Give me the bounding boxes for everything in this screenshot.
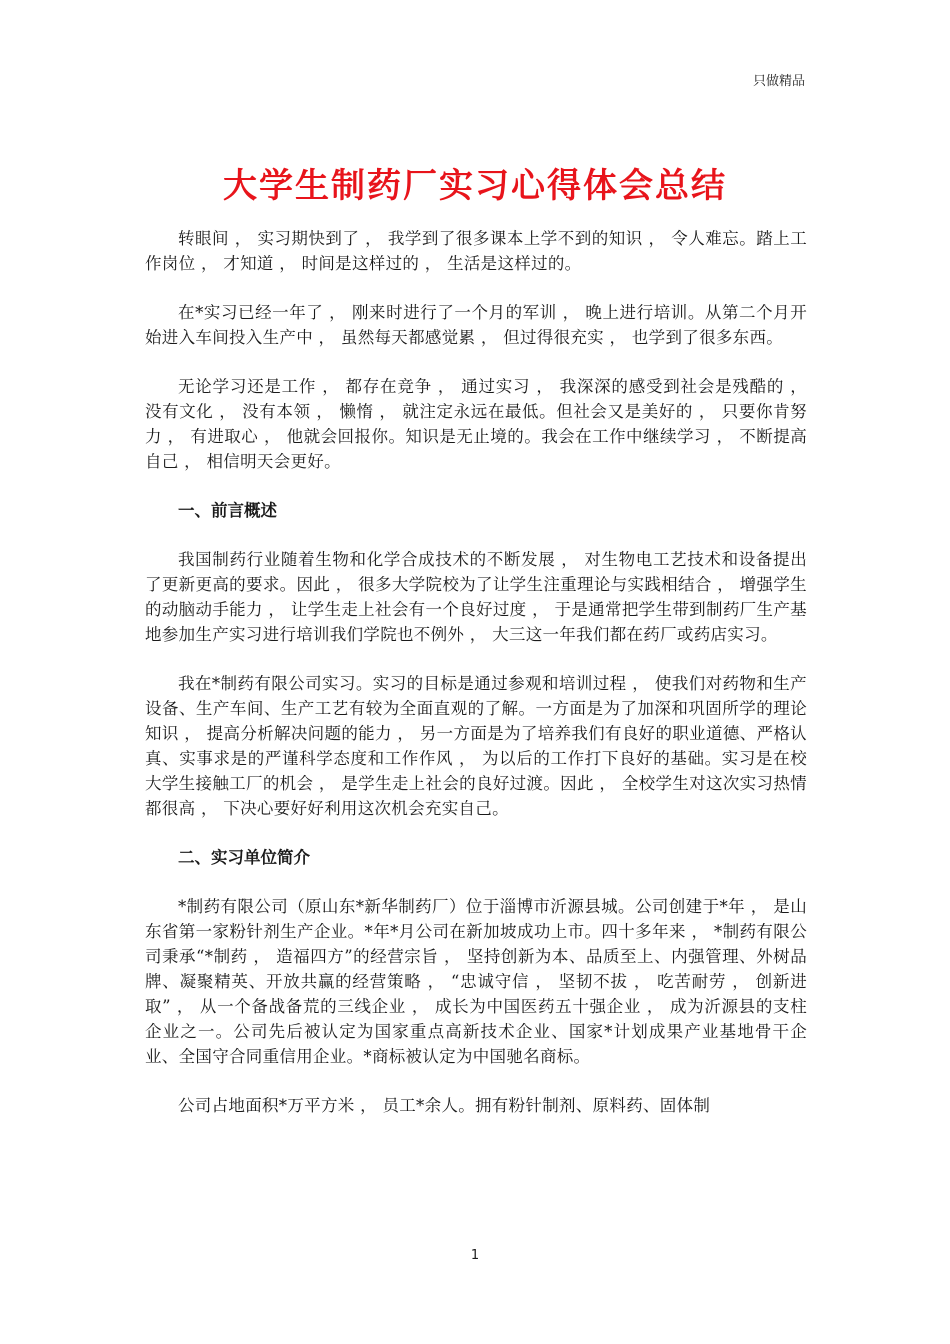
document-body: [145, 226, 807, 1142]
paragraph: *制药有限公司（原山东*新华制药厂）位于淄博市沂源县城。公司创建于*年 ， 是山东省第一家粉针剂生产企业。*年*月公司在新加坡成功上市。四十多年来 ， *制药有限公司秉承“*制药 ， 造福四方”的经营宗旨 ， 坚持创新为本、品质至上、内强管理、外树品牌、凝聚精英、开放共赢的经营策略 ， “忠诚守信 ， 坚韧不拔 ， 吃苦耐劳 ， 创新进取” ， 从一个备战备荒的三线企业 ， 成长为中国医药五十强企业 ， 成为沂源县的支柱企业之一。公司先后被认定为国家重点高新技术企业、国家*计划成果产业基地骨干企业、全国守合同重信用企业。*商标被认定为中国驰名商标。: [145, 897, 808, 1066]
section-heading: 一、前言概述: [178, 501, 277, 520]
paragraph: 我国制药行业随着生物和化学合成技术的不断发展 ， 对生物电工艺技术和设备提出了更新更高的要求。因此 ， 很多大学院校为了让学生注重理论与实践相结合 ， 增强学生的动脑动手能力 ， 让学生走上社会有一个良好过度 ， 于是通常把学生带到制药厂生产基地参加生产实习进行培训我们学院也不例外 ， 大三这一年我们都在药厂或药店实习。: [145, 550, 807, 644]
section-heading: 二、实习单位简介: [178, 848, 310, 867]
page-number: 1: [470, 1248, 480, 1263]
document-title: 大学生制药厂实习心得体会总结: [223, 166, 727, 206]
header-note: 只做精品: [752, 74, 805, 89]
paragraph: 无论学习还是工作 ， 都存在竞争 ， 通过实习 ， 我深深的感受到社会是残酷的 ， 没有文化 ， 没有本领 ， 懒惰 ， 就注定永远在最低。但社会又是美好的 ， 只要你肯努力 ， 有进取心 ， 他就会回报你。知识是无止境的。我会在工作中继续学习 ， 不断提高自己 ， 相信明天会更好。: [145, 377, 807, 471]
paragraph: 在*实习已经一年了 ， 刚来时进行了一个月的军训 ， 晚上进行培训。从第二个月开始进入车间投入生产中 ， 虽然每天都感觉累 ， 但过得很充实 ， 也学到了很多东西。: [145, 303, 807, 347]
paragraph: 我在*制药有限公司实习。实习的目标是通过参观和培训过程 ， 使我们对药物和生产设备、生产车间、生产工艺有较为全面直观的了解。一方面是为了加深和巩固所学的理论知识 ， 提高分析解决问题的能力 ， 另一方面是为了培养我们有良好的职业道德、严格认真、实事求是的严谨科学态度和工作作风 ， 为以后的工作打下良好的基础。实习是在校大学生接触工厂的机会 ， 是学生走上社会的良好过渡。因此 ， 全校学生对这次实习热情都很高 ， 下决心要好好利用这次机会充实自己。: [145, 674, 807, 818]
paragraph: 转眼间 ， 实习期快到了 ， 我学到了很多课本上学不到的知识 ， 令人难忘。踏上工作岗位 ， 才知道 ， 时间是这样过的 ， 生活是这样过的。: [145, 229, 807, 273]
paragraph: 公司占地面积*万平方米 ， 员工*余人。拥有粉针制剂、原料药、固体制: [178, 1096, 711, 1115]
